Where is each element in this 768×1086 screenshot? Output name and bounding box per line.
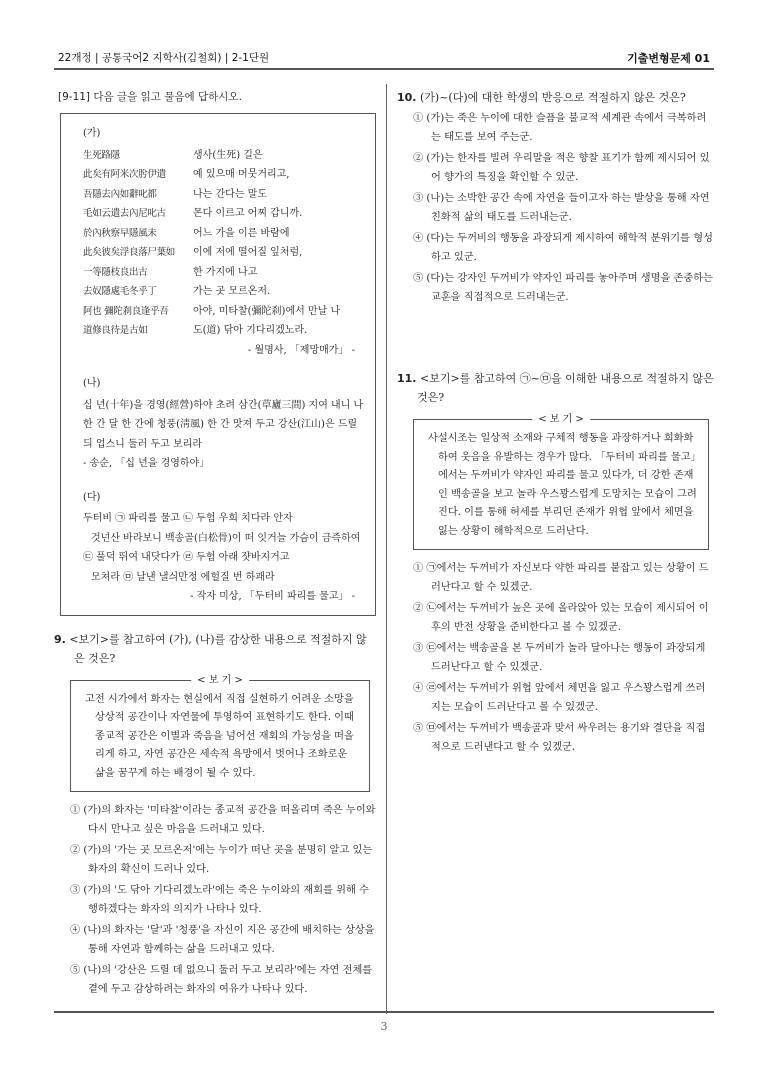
- question-11-options: [397, 560, 715, 757]
- poem-line: [83, 243, 365, 263]
- passage-na-credit: - 송순, 「십 년을 경영하야」: [83, 458, 210, 469]
- answer-option[interactable]: ④ (나)의 화자는 '달'과 '청풍'을 자신이 지은 공간에 배치하는 상상을 통해 자연과 함께하는 삶을 드러내고 있다.: [70, 925, 375, 955]
- answer-option[interactable]: ① (가)는 죽은 누이에 대한 슬픔을 불교적 세계관 속에서 극복하려는 태도를 보여 주는군.: [413, 113, 707, 143]
- poem-line: [83, 146, 365, 166]
- hyangchal-text: 此矣有阿米次肹伊遣: [83, 169, 166, 180]
- poem-line: [83, 185, 365, 205]
- header-doc-title: 기출변형문제 01: [627, 52, 710, 65]
- right-column: [397, 88, 715, 757]
- question-11-bogi-text: 사설시조는 일상적 소재와 구체적 행동을 과장하거나 희화화하여 웃음을 유발하는 경우가 많다. 「두터비 파리를 물고」에서는 두꺼비가 약자인 파리를 물고 있다가, 더 강한 존재인 백송골을 보고 놀라 우스꽝스럽게 도망치는 모습이 그려진다. 이를 통해 허세를 부리던 존재가 위협 앞에서 체면을 잃는 상황이 해학적으로 드러난다.: [428, 433, 697, 537]
- answer-option[interactable]: ③ (가)의 '도 닦아 기다리겠노라'에는 죽은 누이와의 재회를 위해 수행하겠다는 화자의 의지가 나타나 있다.: [70, 885, 369, 915]
- answer-option[interactable]: ② ㉡에서는 두꺼비가 높은 곳에 올라앉아 있는 모습이 제시되어 이후의 반전 상황을 준비한다고 볼 수 있겠군.: [413, 603, 709, 633]
- question-11-title: [397, 369, 715, 407]
- passage-da-credit: - 작자 미상, 「두터비 파리를 물고」 -: [190, 591, 355, 602]
- poem-line: [83, 263, 365, 283]
- answer-option[interactable]: ① ㉠에서는 두꺼비가 자신보다 약한 파리를 붙잡고 있는 상황이 드러난다고 할 수 있겠군.: [413, 563, 709, 593]
- modern-translation: 아야, 미타찰(彌陀刹)에서 만날 나: [193, 305, 341, 317]
- hyangchal-text: 去奴隱處毛冬乎丁: [83, 286, 157, 297]
- hyangchal-text: 毛如云遣去內尼叱古: [83, 208, 166, 219]
- modern-translation: 몬다 이르고 어찌 갑니까.: [193, 208, 303, 219]
- answer-option[interactable]: ① (가)의 화자는 '미타찰'이라는 종교적 공간을 떠올리며 죽은 누이와 다시 만나고 싶은 마음을 드러내고 있다.: [70, 805, 376, 835]
- modern-translation: 가는 곳 모르온저.: [193, 286, 271, 297]
- poem-line: 것넌산 바라보니 백송골(白松骨)이 떠 잇거늘 가슴이 금즉하여: [91, 532, 361, 544]
- answer-option[interactable]: ③ (나)는 소박한 공간 속에 자연을 들이고자 하는 발상을 통해 자연 친화적 삶의 태도를 드러내는군.: [413, 193, 710, 223]
- question-10-prompt: (가)~(다)에 대한 학생의 반응으로 적절하지 않은 것은?: [420, 91, 686, 104]
- passage-box: [60, 113, 376, 616]
- hyangchal-text: 生死路隱: [83, 149, 120, 161]
- hyangchal-text: 道修良待是古如: [83, 325, 148, 336]
- modern-translation: 예 있으매 머뭇거리고,: [193, 169, 290, 180]
- answer-option[interactable]: ② (가)는 한자를 빌려 우리말을 적은 향찰 표기가 함께 제시되어 있어 향가의 특징을 확인할 수 있군.: [413, 153, 710, 183]
- poem-line: [83, 204, 365, 224]
- bogi-label: < 보 기 >: [532, 411, 590, 430]
- modern-translation: 이에 저에 떨어질 잎처럼,: [193, 247, 303, 258]
- answer-option[interactable]: ② (가)의 '가는 곳 모르온저'에는 누이가 떠난 곳을 분명히 알고 있는 화자의 확신이 드러나 있다.: [70, 845, 373, 875]
- poem-line: [83, 321, 365, 341]
- header-rule: [54, 68, 714, 70]
- modern-translation: 도(道) 닦아 기다리겠노라.: [193, 325, 308, 336]
- passage-na-label: (나): [83, 378, 101, 389]
- modern-translation: 어느 가을 이른 바람에: [193, 227, 290, 239]
- question-11: [397, 369, 715, 757]
- answer-option[interactable]: ③ ㉢에서는 백송골을 본 두꺼비가 놀라 달아나는 행동이 과장되게 드러난다고 할 수 있겠군.: [413, 643, 706, 673]
- poem-da: [83, 509, 365, 587]
- question-11-prompt: <보기>를 참고하여 ㉠~㉤을 이해한 내용으로 적절하지 않은 것은?: [417, 372, 714, 404]
- question-9-bogi-box: [70, 674, 370, 793]
- hyangchal-text: 一等隱枝良出古: [83, 266, 148, 278]
- question-11-number: 11.: [397, 372, 417, 385]
- answer-option[interactable]: ⑤ (나)의 '강산은 드릴 데 없으니 둘러 두고 보리라'에는 자연 전체를 곁에 두고 감상하려는 화자의 여유가 나타나 있다.: [70, 965, 373, 995]
- poem-line: [83, 165, 365, 185]
- hyangchal-text: 阿也 彌陀刹良逢乎吾: [83, 305, 169, 317]
- question-9-options: [54, 802, 376, 999]
- poem-line: 모쳐라 ㉤ 날낸 낼싀만정 에헐질 번 하괘라: [91, 571, 275, 583]
- answer-option[interactable]: ⑤ (다)는 강자인 두꺼비가 약자인 파리를 놓아주며 생명을 존중하는 교훈을 직접적으로 드러내는군.: [413, 273, 713, 303]
- question-9-title: [54, 630, 376, 668]
- header-course-info: 22개정 | 공통국어2 지학사(김철회) | 2-1단원: [58, 52, 270, 64]
- question-9-prompt: <보기>를 참고하여 (가), (나)를 감상한 내용으로 적절하지 않은 것은?: [69, 632, 367, 665]
- question-10-options: [397, 110, 715, 307]
- question-9: [54, 630, 376, 1000]
- poem-line: [83, 282, 365, 302]
- passage-ga-label: (가): [83, 128, 101, 139]
- question-10-number: 10.: [397, 91, 417, 104]
- poem-ga: [83, 146, 365, 341]
- footer-rule: [54, 1011, 714, 1013]
- question-11-bogi-box: [413, 414, 709, 550]
- answer-option[interactable]: ④ (다)는 두꺼비의 행동을 과장되게 제시하여 해학적 분위기를 형성하고 있군.: [413, 233, 713, 263]
- answer-option[interactable]: ⑤ ㉤에서는 두꺼비가 백송골과 맞서 싸우려는 용기와 결단을 직접적으로 드러낸다고 할 수 있겠군.: [413, 723, 706, 753]
- column-divider: [386, 84, 387, 1014]
- passage-da-label: (다): [83, 491, 101, 503]
- bogi-label: < 보 기 >: [191, 672, 249, 691]
- hyangchal-text: 此矣彼矣浮良落尸葉如: [83, 247, 176, 258]
- poem-line: 두터비 ㉠ 파리를 물고 ㉡ 두험 우희 치다라 안자: [83, 513, 293, 524]
- question-9-number: 9.: [54, 632, 66, 646]
- poem-line: [83, 302, 365, 322]
- poem-line: ㉢ 풀덕 뛰여 내닷다가 ㉣ 두험 아래 쟛바지거고: [83, 552, 290, 563]
- modern-translation: 나는 간다는 말도: [193, 188, 267, 200]
- page-number: 3: [380, 1020, 388, 1033]
- answer-option[interactable]: ④ ㉣에서는 두꺼비가 위협 앞에서 체면을 잃고 우스꽝스럽게 쓰러지는 모습이 드러난다고 볼 수 있겠군.: [413, 683, 706, 713]
- left-column: [54, 88, 376, 999]
- question-9-bogi-text: 고전 시가에서 화자는 현실에서 직접 실현하기 어려운 소망을 상상적 공간이나 자연물에 투영하여 표현하기도 한다. 이때 종교적 공간은 이별과 죽음을 넘어선 재회의 가능성을 떠올리게 하고, 자연 공간은 세속적 욕망에서 벗어나 조화로운 삶을 꿈꾸게 하는 배경이 될 수 있다.: [85, 693, 354, 779]
- question-10: [397, 88, 715, 307]
- hyangchal-text: 吾隱去內如辭叱都: [83, 188, 157, 200]
- poem-line: [83, 224, 365, 244]
- modern-translation: 생사(生死) 길은: [193, 149, 263, 161]
- instruction: [9-11] 다음 글을 읽고 물음에 답하시오.: [58, 91, 242, 103]
- passage-ga-credit: - 월명사, 「제망매가」 -: [247, 344, 355, 356]
- modern-translation: 한 가지에 나고: [193, 266, 258, 278]
- poem-na: 십 년(十年)을 경영(經營)하야 초려 삼간(草廬三間) 지여 내니 나 한 간 달 한 간에 청풍(淸風) 한 간 맛져 두고 강산(江山)은 드릴 듸 업스니 둘러 두고 보리라: [83, 399, 364, 450]
- hyangchal-text: 於內秋察早隱風未: [83, 227, 157, 239]
- page-header: [0, 0, 768, 74]
- question-10-title: [397, 88, 715, 107]
